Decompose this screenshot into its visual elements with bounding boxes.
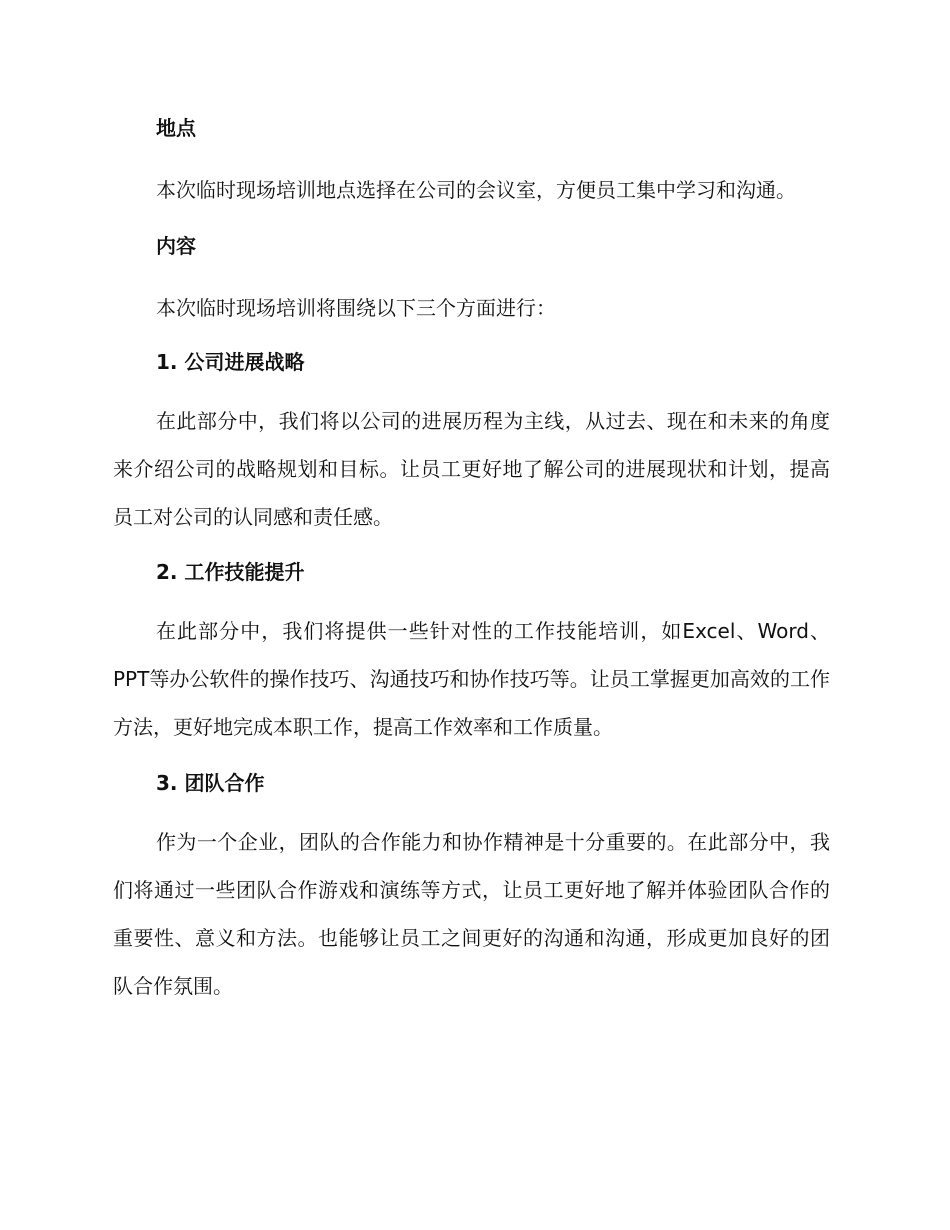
skills-paragraph: 在此部分中，我们将提供一些针对性的工作技能培训，如Excel、Word、PPT等办公软件的操作技巧、沟通技巧和协作技巧等。让员工掌握更加高效的工作方法，更好地完成本职工作，提高工作效率和工作质量。 — [113, 619, 830, 739]
section-heading-location: 地点 — [156, 116, 196, 140]
section-heading-content: 内容 — [156, 234, 196, 258]
subsection-heading-teamwork: 3. 团队合作 — [156, 771, 265, 795]
subsection-heading-strategy: 1. 公司进展战略 — [156, 350, 305, 374]
strategy-paragraph: 在此部分中，我们将以公司的进展历程为主线，从过去、现在和未来的角度来介绍公司的战略规划和目标。让员工更好地了解公司的进展现状和计划，提高员工对公司的认同感和责任感。 — [113, 409, 830, 529]
teamwork-paragraph: 作为一个企业，团队的合作能力和协作精神是十分重要的。在此部分中，我们将通过一些团队合作游戏和演练等方式，让员工更好地了解并体验团队合作的重要性、意义和方法。也能够让员工之间更好的沟通和沟通，形成更加良好的团队合作氛围。 — [113, 830, 830, 998]
subsection-heading-skills: 2. 工作技能提升 — [156, 560, 305, 584]
document-body — [113, 108, 830, 1010]
location-paragraph: 本次临时现场培训地点选择在公司的会议室，方便员工集中学习和沟通。 — [156, 178, 796, 202]
content-intro-paragraph: 本次临时现场培训将围绕以下三个方面进行： — [156, 296, 556, 320]
